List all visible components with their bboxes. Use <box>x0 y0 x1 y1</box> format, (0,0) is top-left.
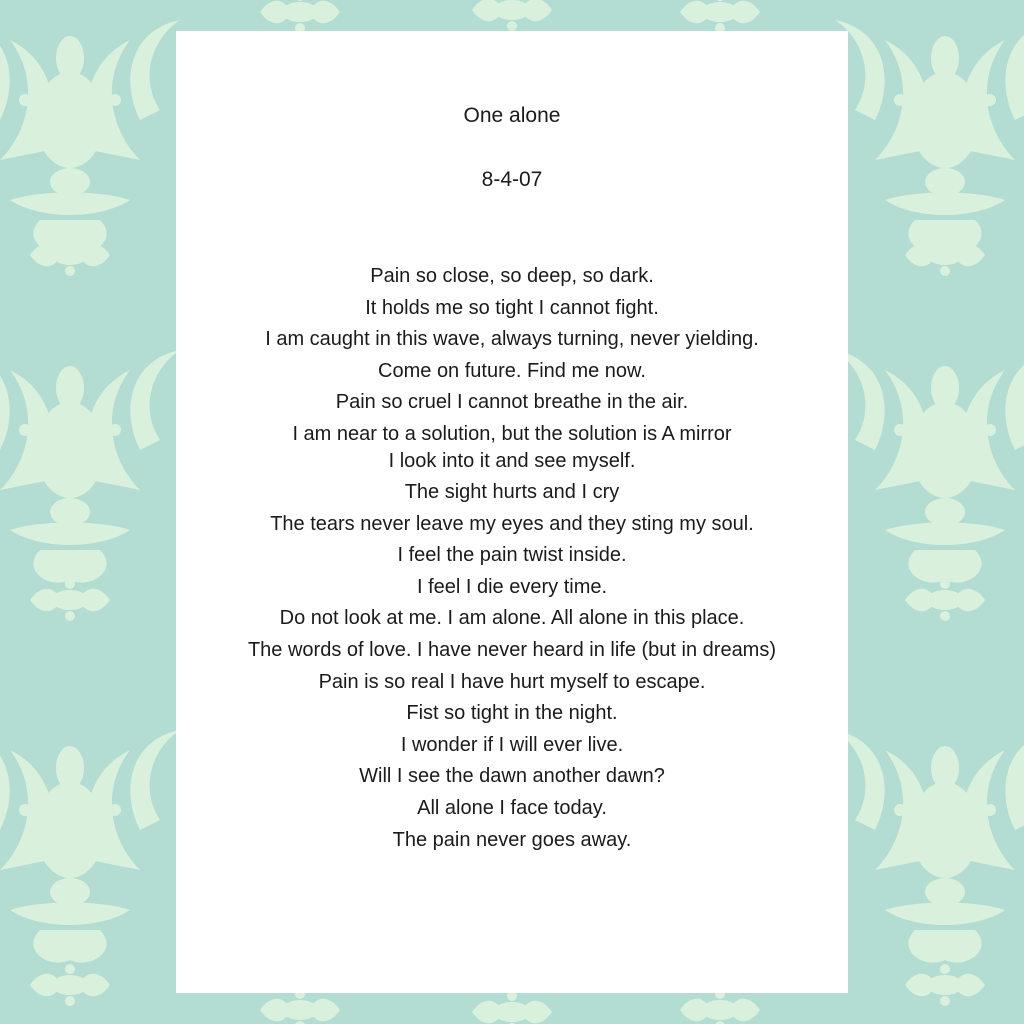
poem-page <box>176 31 848 993</box>
poem-title: One alone <box>463 104 561 127</box>
poem-line: I wonder if I will ever live. <box>400 733 624 756</box>
poem-line: I feel I die every time. <box>416 575 608 598</box>
poem-line: I am caught in this wave, always turning, never yielding. <box>265 328 759 351</box>
poem-line: The pain never goes away. <box>392 828 632 851</box>
poem-line: The words of love. I have never heard in life (but in dreams) <box>247 638 777 661</box>
poem-line: All alone I face today. <box>417 796 607 819</box>
poem-line: I feel the pain twist inside. <box>397 544 627 567</box>
poem-line: Will I see the dawn another dawn? <box>359 765 665 788</box>
poem-line: Pain so close, so deep, so dark. <box>370 265 654 287</box>
poem-line: Pain so cruel I cannot breathe in the air. <box>335 391 689 414</box>
poem-line: Pain is so real I have hurt myself to escape. <box>318 670 706 693</box>
poem-line: Come on future. Find me now. <box>378 359 646 382</box>
poem-line: Fist so tight in the night. <box>406 702 618 725</box>
poem-body <box>176 261 848 856</box>
poem-line: It holds me so tight I cannot fight. <box>365 296 659 319</box>
poem-line: Do not look at me. I am alone. All alone in this place. <box>279 607 745 630</box>
poem-line: I am near to a solution, but the solution is A mirror <box>292 422 732 445</box>
poem-line: I look into it and see myself. <box>388 449 636 472</box>
poem-date: 8-4-07 <box>481 168 543 191</box>
poem-line: The sight hurts and I cry <box>404 480 620 503</box>
poem-line: The tears never leave my eyes and they sting my soul. <box>270 512 754 535</box>
